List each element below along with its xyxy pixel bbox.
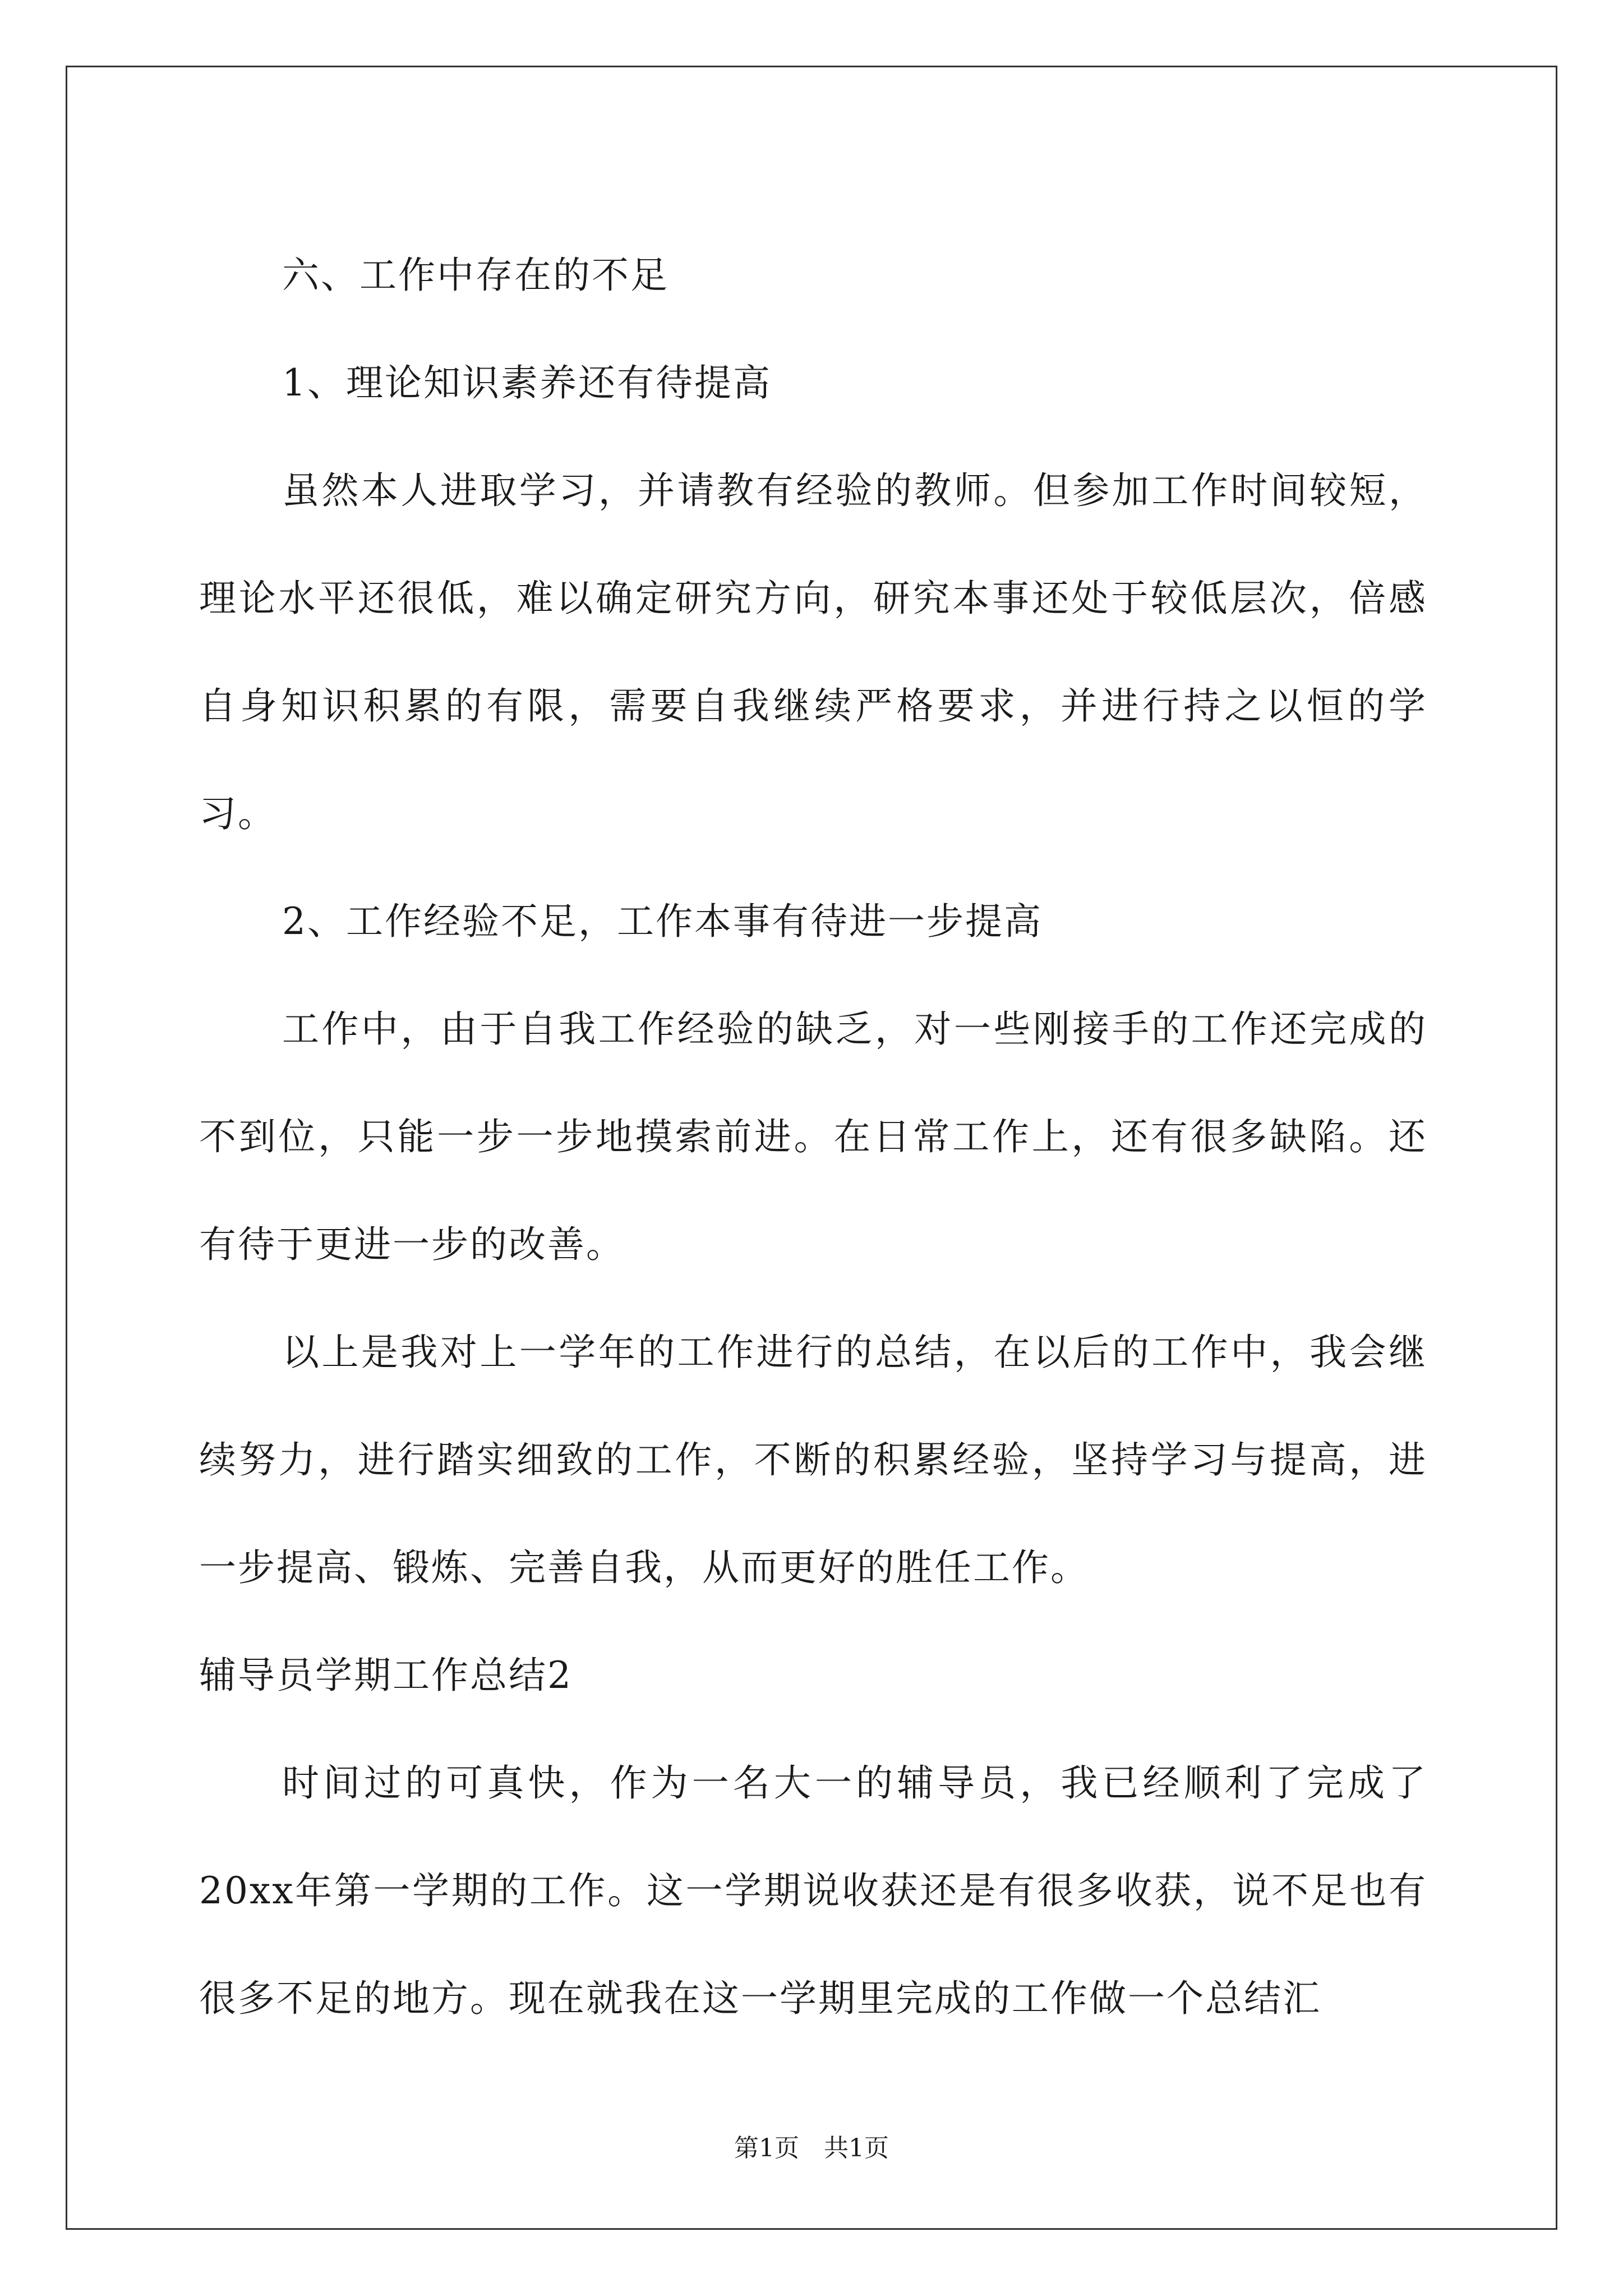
body-paragraph: 以上是我对上一学年的工作进行的总结，在以后的工作中，我会继续努力，进行踏实细致的工作，不断的积累经验，坚持学习与提高，进一步提高、锻炼、完善自我，从而更好的胜任工作。 xyxy=(199,1331,1427,1589)
body-paragraph: 工作中，由于自我工作经验的缺乏，对一些刚接手的工作还完成的不到位，只能一步一步地摸索前进。在日常工作上，还有很多缺陷。还有待于更进一步的改善。 xyxy=(199,1007,1427,1266)
document-title: 辅导员学期工作总结2 xyxy=(199,1654,573,1697)
subsection-heading: 1、理论知识素养还有待提高 xyxy=(282,361,772,404)
page-number: 第1页 共1页 xyxy=(734,2134,889,2162)
body-paragraph: 虽然本人进取学习，并请教有经验的教师。但参加工作时间较短，理论水平还很低，难以确定研究方向，研究本事还处于较低层次，倍感自身知识积累的有限，需要自我继续严格要求，并进行持之以恒的学习。 xyxy=(199,469,1427,835)
subsection-heading: 2、工作经验不足，工作本事有待进一步提高 xyxy=(282,900,1043,943)
section-heading: 六、工作中存在的不足 xyxy=(282,254,669,297)
document-body xyxy=(199,222,1427,2053)
body-paragraph: 时间过的可真快，作为一名大一的辅导员，我已经顺利了完成了20xx年第一学期的工作。这一学期说收获还是有很多收获，说不足也有很多不足的地方。现在就我在这一学期里完成的工作做一个总结汇 xyxy=(199,1761,1427,2020)
